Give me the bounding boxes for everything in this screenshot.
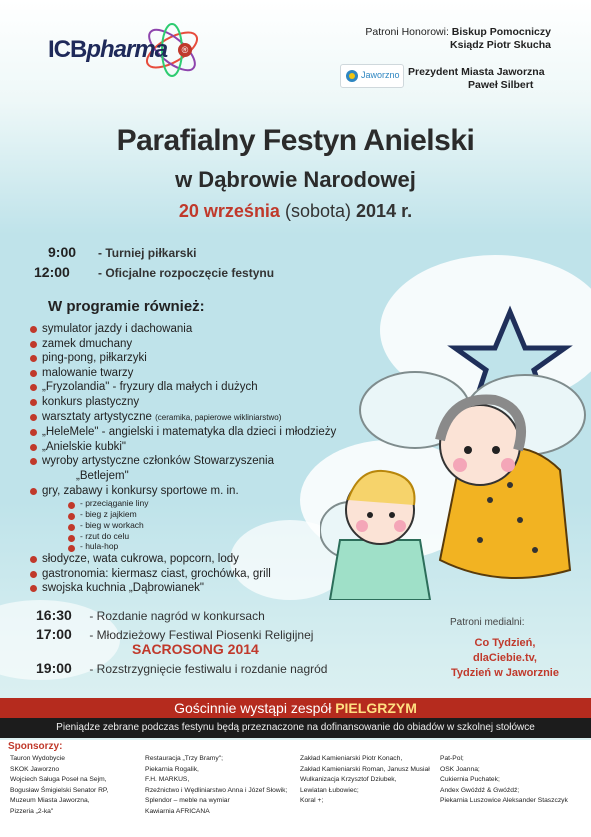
jaworzno-emblem-icon [345, 69, 359, 83]
sponsor-item: Koral +; [300, 797, 324, 805]
sponsors-section [0, 740, 591, 837]
sponsor-item: Kawiarnia AFRICANA [145, 807, 210, 815]
list-item-text: wyroby artystyczne członków Stowarzyszenia [42, 455, 274, 468]
mayor-title: Prezydent Miasta Jaworzna [408, 66, 545, 78]
sponsor-item: Muzeum Miasta Jaworzna, [10, 797, 90, 805]
jaworzno-logo-text: Jaworzno [361, 70, 400, 80]
list-item: zamek dmuchany [28, 337, 358, 352]
sponsor-item: Wojciech Saługa Poseł na Sejm, [10, 776, 107, 784]
sponsor-item: Splendor – meble na wymiar [145, 797, 230, 805]
media-patron: dlaCiebie.tv, [473, 652, 537, 664]
media-patron: Co Tydzień, [474, 637, 536, 649]
media-patron: Tydzień w Jaworznie [451, 667, 559, 679]
schedule-item [36, 626, 313, 642]
schedule-item [36, 660, 327, 676]
jaworzno-logo [340, 64, 404, 88]
list-item: gastronomia: kiermasz ciast, grochówka, grill [28, 567, 358, 582]
schedule-desc: - Rozstrzygnięcie festiwalu i rozdanie nagród [89, 662, 328, 676]
list-item: konkurs plastyczny [28, 395, 358, 410]
mayor-name: Paweł Silbert [468, 79, 534, 91]
patron-bishop: Biskup Pomocniczy [451, 26, 551, 38]
sponsor-item: Pizzeria „2-ka" [10, 807, 54, 815]
sponsor-item: Wulkanizacja Krzysztof Dziubek, [300, 776, 397, 784]
schedule-desc: - Turniej piłkarski [98, 246, 197, 260]
media-patrons [440, 636, 570, 681]
sponsor-item: Piekarnia Rogalik, [145, 765, 199, 773]
list-item: słodycze, wata cukrowa, popcorn, lody [28, 552, 358, 567]
program-list [28, 322, 358, 596]
list-item: „Fryzolandia" - fryzury dla małych i dużych [28, 380, 358, 395]
sponsor-column [440, 754, 568, 807]
sub-list-item: - rzut do celu [66, 531, 358, 542]
sponsor-item: Bogusław Śmigielski Senator RP, [10, 786, 109, 794]
guest-band-banner [0, 698, 591, 718]
angels-illustration [320, 300, 590, 600]
sub-list-item: - przeciąganie liny [66, 498, 358, 509]
list-item: swojska kuchnia „Dąbrowianek" [28, 581, 358, 596]
schedule-item [36, 607, 265, 623]
schedule-time: 17:00 [36, 626, 72, 642]
list-item: symulator jazdy i dachowania [28, 322, 358, 337]
schedule-time: 9:00 [48, 244, 77, 260]
schedule-item [34, 264, 274, 280]
page-subtitle: w Dąbrowie Narodowej [175, 167, 416, 192]
schedule-time: 19:00 [36, 660, 72, 676]
sponsor-column [145, 754, 287, 818]
date-year: 2014 r. [356, 201, 413, 221]
honorary-patrons [365, 26, 551, 52]
sponsor-item: Piekarnia Luszowice Aleksander Staszczyk [440, 797, 568, 805]
sports-list [42, 498, 358, 552]
sponsor-item: Zakład Kamieniarski Roman, Janusz Musiał [300, 765, 430, 773]
sub-list-item: - bieg w workach [66, 520, 358, 531]
sponsor-item: Andex Gwóźdź & Gwóźdź; [440, 786, 520, 794]
sponsors-label: Sponsorzy: [8, 741, 63, 752]
list-item: „HeleMele" - angielski i matematyka dla dzieci i młodzieży [28, 425, 358, 440]
schedule-time: 16:30 [36, 607, 72, 623]
list-item [28, 484, 358, 553]
guest-prefix: Gościnnie wystąpi zespół [174, 700, 332, 716]
icb-pharma-logo: ICBpharma ® [44, 20, 204, 80]
mayor-patron [408, 66, 545, 92]
sponsor-item: Cukiernia Puchatek; [440, 776, 500, 784]
schedule-time: 12:00 [34, 264, 70, 280]
sponsor-item: Zakład Kamieniarski Piotr Konach, [300, 755, 403, 762]
sponsor-item: Lewiatan Łubowiec; [300, 786, 359, 794]
page-title: Parafialny Festyn Anielski [116, 124, 475, 157]
list-item-note: „Betlejem" [76, 469, 129, 482]
media-patrons-label: Patroni medialni: [450, 617, 525, 628]
list-item-text: warsztaty artystyczne [42, 410, 152, 423]
schedule-item [48, 244, 196, 260]
patron-priest: Ksiądz Piotr Skucha [450, 39, 551, 51]
sub-list-item: - hula-hop [66, 541, 358, 552]
list-item-note: (ceramika, papierowe wikliniarstwo) [155, 412, 282, 422]
funds-info-banner: Pieniądze zebrane podczas festynu będą przeznaczone na dofinansowanie do obiadów w szkolnej stołówce [0, 718, 591, 738]
sponsor-item: OSK Joanna; [440, 765, 480, 773]
sponsor-item: F.H. MARKUS, [145, 776, 190, 784]
schedule-desc: - Rozdanie nagród w konkursach [89, 609, 265, 623]
sponsor-item: Restauracja „Trzy Bramy"; [145, 755, 223, 762]
sub-list-item: - bieg z jajkiem [66, 509, 358, 520]
patrons-label: Patroni Honorowi: [365, 26, 449, 38]
list-item [28, 410, 358, 426]
date-day: 20 września [178, 201, 280, 221]
sponsor-column [300, 754, 430, 807]
schedule-desc: - Młodzieżowy Festiwal Piosenki Religijnej [89, 628, 314, 642]
list-item: „Anielskie kubki" [28, 440, 358, 455]
sponsor-item: Rzeźnictwo i Wędliniarstwo Anna i Józef Słowik; [145, 786, 288, 794]
event-date [0, 201, 591, 222]
sponsor-item: Tauron Wydobycie [10, 755, 65, 762]
sponsor-column [10, 754, 108, 818]
schedule-desc: - Oficjalne rozpoczęcie festynu [98, 266, 275, 280]
program-heading: W programie również: [48, 298, 205, 315]
list-item: malowanie twarzy [28, 366, 358, 381]
date-weekday: (sobota) [284, 201, 352, 221]
sponsor-item: SKOK Jaworzno [10, 765, 60, 773]
list-item [28, 454, 358, 483]
list-item-text: gry, zabawy i konkursy sportowe m. in. [42, 484, 239, 497]
list-item: ping-pong, piłkarzyki [28, 351, 358, 366]
sponsor-item: Pat-Pol; [440, 755, 464, 762]
guest-band-name: PIELGRZYM [335, 700, 417, 716]
sacrosong-title: SACROSONG 2014 [132, 641, 259, 657]
